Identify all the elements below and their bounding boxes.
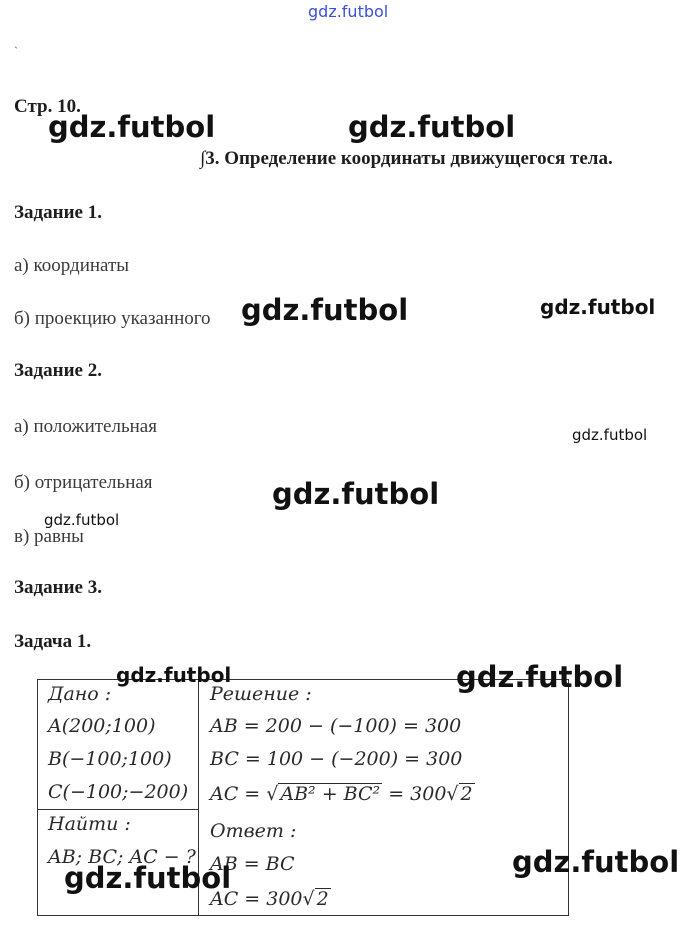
task2-title: Задание 2. bbox=[14, 360, 102, 381]
task2-answer-a: а) положительная bbox=[14, 416, 157, 437]
solution-ac-lhs: AC = bbox=[210, 783, 267, 805]
sqrt-symbol: √ 2 bbox=[302, 888, 329, 910]
solution-ac-result-radicand: 2 bbox=[460, 783, 473, 805]
given-point-c: C(−100;−200) bbox=[48, 781, 189, 803]
sqrt-symbol: √ AB² + BC² bbox=[266, 783, 381, 805]
task2-answer-b: б) отрицательная bbox=[14, 472, 153, 493]
task1-answer-b: б) проекцию указанного bbox=[14, 308, 211, 329]
solution-label: Решение : bbox=[210, 683, 312, 705]
watermark: gdz.futbol bbox=[456, 660, 624, 694]
given-point-a: A(200;100) bbox=[48, 715, 156, 737]
solution-ac bbox=[210, 783, 475, 805]
task3-title: Задание 3. bbox=[14, 577, 102, 598]
watermark: gdz.futbol bbox=[512, 845, 680, 879]
watermark: gdz.futbol bbox=[348, 110, 516, 144]
stray-mark: ` bbox=[14, 44, 18, 58]
table-divider-horizontal bbox=[37, 809, 199, 810]
find-value: AB; BC; AC − ? bbox=[48, 846, 196, 868]
answer-ac-radicand: 2 bbox=[316, 888, 329, 910]
watermark: gdz.futbol bbox=[64, 861, 232, 895]
task2-answer-c: в) равны bbox=[14, 526, 84, 547]
solution-ac-radicand: AB² + BC² bbox=[280, 783, 381, 805]
watermark: gdz.futbol bbox=[540, 295, 656, 319]
watermark: gdz.futbol bbox=[48, 110, 216, 144]
find-label: Найти : bbox=[48, 813, 131, 835]
problem1-title: Задача 1. bbox=[14, 631, 92, 652]
answer-ab-bc: AB = BC bbox=[210, 853, 295, 875]
section-title: ∫3. Определение координаты движущегося тела. bbox=[200, 148, 613, 169]
page-ref: Стр. 10. bbox=[14, 96, 81, 117]
solution-ac-result: = 300 bbox=[382, 783, 447, 805]
solution-ab: AB = 200 − (−100) = 300 bbox=[210, 715, 462, 737]
watermark: gdz.futbol bbox=[116, 663, 232, 687]
watermark: gdz.futbol bbox=[241, 293, 409, 327]
answer-label: Ответ : bbox=[210, 820, 297, 842]
solution-bc: BC = 100 − (−200) = 300 bbox=[210, 748, 463, 770]
task1-answer-a: а) координаты bbox=[14, 255, 130, 276]
watermark-top: gdz.futbol bbox=[308, 2, 389, 21]
sqrt-symbol: √ 2 bbox=[446, 783, 473, 805]
given-label: Дано : bbox=[48, 683, 112, 705]
watermark: gdz.futbol bbox=[44, 511, 120, 529]
given-point-b: B(−100;100) bbox=[48, 748, 172, 770]
task1-title: Задание 1. bbox=[14, 202, 102, 223]
watermark: gdz.futbol bbox=[572, 426, 648, 444]
answer-ac-lhs: AC = 300 bbox=[210, 888, 303, 910]
watermark: gdz.futbol bbox=[272, 477, 440, 511]
